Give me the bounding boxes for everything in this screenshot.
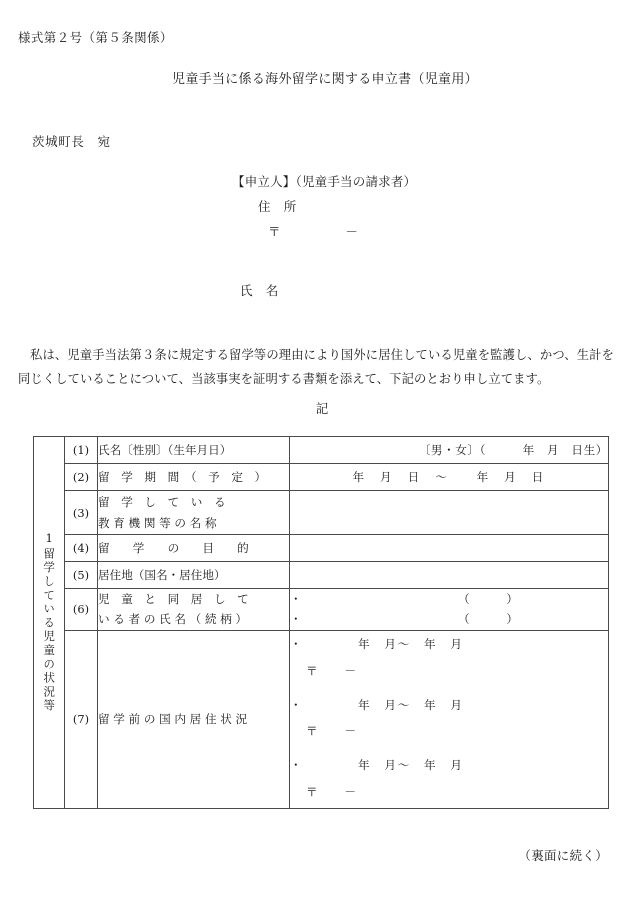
child-status-table — [33, 436, 609, 809]
row-label-6-line2: い る 者 の 氏 名 （ 続 柄 ） — [98, 612, 248, 627]
section-vertical-text — [42, 472, 56, 772]
row-label-4: 留 学 の 目 的 — [98, 535, 290, 562]
row-value-7[interactable] — [290, 630, 609, 808]
residence-zip: 〒 － — [306, 724, 358, 739]
row-number-7: (7) — [65, 630, 98, 808]
cohabitant-entry[interactable] — [290, 589, 608, 609]
row-label-5: 居住地（国名・居住地） — [98, 562, 290, 589]
section-vertical-header — [34, 437, 65, 809]
applicant-heading: 【申立人】（児童手当の請求者） — [232, 174, 417, 189]
ki-mark: 記 — [315, 401, 329, 416]
row-label-6 — [98, 589, 290, 631]
applicant-block — [232, 176, 416, 239]
bullet-icon: ・ — [290, 637, 302, 652]
continued-note: （裏面に続く） — [518, 848, 608, 863]
cohabitant-relation: （ ） — [458, 612, 519, 627]
row-label-6-line1: 児 童 と 同 居 し て — [98, 592, 249, 606]
section-label: 留学している児童の状況等 — [42, 547, 57, 714]
row-value-5[interactable] — [290, 562, 609, 589]
row-label-3-line1: 留 学 し て い る — [98, 495, 226, 510]
table-row — [34, 589, 609, 631]
table-row — [34, 630, 609, 808]
row-label-2: 留 学 期 間 （ 予 定 ） — [98, 464, 290, 491]
row-label-3-line2: 教 育 機 関 等 の 名 称 — [98, 515, 217, 530]
cohabitant-entry[interactable] — [290, 609, 608, 629]
row-number-3: (3) — [65, 491, 98, 535]
residence-zip: 〒 － — [306, 663, 358, 678]
bullet-icon: ・ — [290, 612, 302, 627]
row-value-3[interactable] — [290, 491, 609, 535]
applicant-address-label: 住 所 — [258, 198, 297, 214]
statement-text: 私は、児童手当法第３条に規定する留学等の理由により国外に居住している児童を監護し、かつ、生計を同じくしていることについて、当該事実を証明する書類を添えて、下記のとおり申し立てます。 — [18, 348, 614, 386]
row-label-7: 留 学 前 の 国 内 居 住 状 況 — [98, 630, 290, 808]
table-row — [34, 491, 609, 535]
bullet-icon: ・ — [290, 758, 302, 773]
statement-paragraph — [18, 344, 614, 392]
residence-entry[interactable] — [290, 695, 608, 742]
table-row — [34, 562, 609, 589]
table-row — [34, 535, 609, 562]
residence-period: 年 月～ 年 月 — [358, 697, 464, 712]
row-label-1: 氏名〔性別〕（生年月日） — [98, 437, 290, 464]
row-number-5: (5) — [65, 562, 98, 589]
residence-history-list — [290, 632, 608, 806]
applicant-zip-line: 〒 － — [268, 224, 359, 239]
residence-period: 年 月～ 年 月 — [358, 637, 464, 652]
residence-entry[interactable] — [290, 634, 608, 681]
row-number-2: (2) — [65, 464, 98, 491]
section-number: 1 — [42, 531, 57, 548]
residence-period-row — [290, 634, 608, 654]
residence-period-row — [290, 755, 608, 775]
row-number-4: (4) — [65, 535, 98, 562]
page-title: 児童手当に係る海外留学に関する申立書（児童用） — [172, 72, 478, 87]
row-value-6[interactable] — [290, 589, 609, 631]
row-number-1: (1) — [65, 437, 98, 464]
row-value-2[interactable]: 年 月 日 ～ 年 月 日 — [290, 464, 609, 491]
bullet-icon: ・ — [290, 592, 302, 606]
residence-period: 年 月～ 年 月 — [358, 758, 464, 773]
table-row — [34, 464, 609, 491]
row-value-1[interactable]: 〔男・女〕（ 年 月 日生） — [290, 437, 609, 464]
residence-zip: 〒 － — [306, 784, 358, 799]
row-number-6: (6) — [65, 589, 98, 631]
bullet-icon: ・ — [290, 697, 302, 712]
addressee: 茨城町長 宛 — [32, 134, 111, 149]
form-code: 様式第２号（第５条関係） — [18, 30, 173, 45]
applicant-name-label: 氏 名 — [240, 283, 279, 298]
residence-period-row — [290, 695, 608, 715]
cohabitant-relation: （ ） — [458, 592, 519, 606]
table-row — [34, 437, 609, 464]
residence-entry[interactable] — [290, 755, 608, 802]
row-value-4[interactable] — [290, 535, 609, 562]
row-label-3 — [98, 491, 290, 535]
